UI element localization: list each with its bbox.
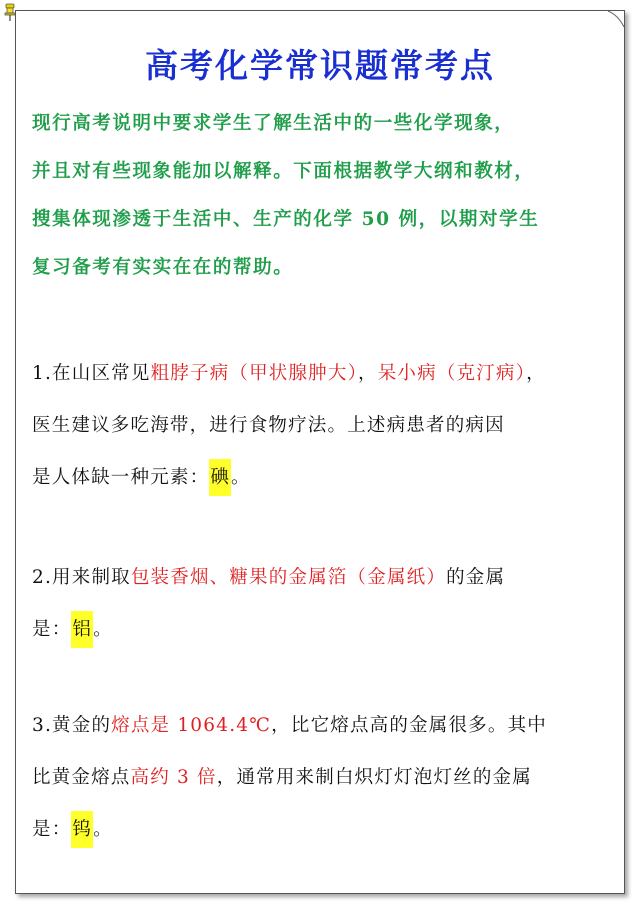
- item-text: ，: [526, 363, 546, 384]
- item-line: [32, 552, 617, 604]
- intro-line: 复习备考有实实在在的帮助。: [32, 257, 294, 278]
- highlight-text: 包装香烟、糖果的金属箔（金属纸）: [130, 567, 447, 588]
- highlight-text: 熔点是 1064.4℃: [111, 715, 272, 736]
- item-text: 是：: [32, 619, 72, 640]
- item-text: ，通常用来制白炽灯灯泡灯丝的金属: [216, 767, 532, 788]
- item-line: [32, 752, 617, 804]
- highlight-text: 粗脖子病（甲状腺肿大）: [150, 363, 359, 384]
- item-1: [32, 348, 617, 504]
- item-text: ，比它熔点高的金属很多。其中: [271, 715, 547, 736]
- highlight-text: 呆小病（克汀病）: [377, 363, 527, 384]
- intro-line: 现行高考说明中要求学生了解生活中的一些化学现象，: [32, 113, 515, 134]
- page-curl-icon: [602, 11, 624, 29]
- page-title: 高考化学常识题常考点: [145, 46, 495, 85]
- pushpin-icon: [3, 3, 17, 21]
- item-text: 1.在山区常见: [32, 363, 151, 384]
- highlight-text: 高约 3 倍: [130, 767, 217, 788]
- item-text: 的金属: [446, 567, 506, 588]
- item-text: 。: [93, 819, 113, 840]
- intro-paragraph: [32, 100, 617, 292]
- item-line: [32, 452, 617, 504]
- item-text: 。: [93, 619, 113, 640]
- answer-highlight: 钨: [71, 811, 93, 848]
- item-line: 医生建议多吃海带，进行食物疗法。上述病患者的病因: [32, 415, 505, 436]
- item-line: [32, 348, 617, 400]
- item-line: [32, 804, 617, 856]
- item-text: 比黄金熔点: [32, 767, 131, 788]
- item-3: [32, 700, 617, 856]
- intro-line: 并且对有些现象能加以解释。下面根据教学大纲和教材，: [32, 161, 535, 182]
- item-line: [32, 700, 617, 752]
- item-text: 3.黄金的: [32, 715, 112, 736]
- answer-highlight: 铝: [71, 611, 93, 648]
- item-line: [32, 604, 617, 656]
- answer-highlight: 碘: [209, 459, 231, 496]
- item-text: 2.用来制取: [32, 567, 131, 588]
- intro-line: 搜集体现渗透于生活中、生产的化学 50 例，以期对学生: [32, 209, 540, 230]
- item-text: 是：: [32, 819, 72, 840]
- item-text: 是人体缺一种元素：: [32, 467, 210, 488]
- item-text: ，: [358, 363, 378, 384]
- item-text: 。: [231, 467, 251, 488]
- item-2: [32, 552, 617, 656]
